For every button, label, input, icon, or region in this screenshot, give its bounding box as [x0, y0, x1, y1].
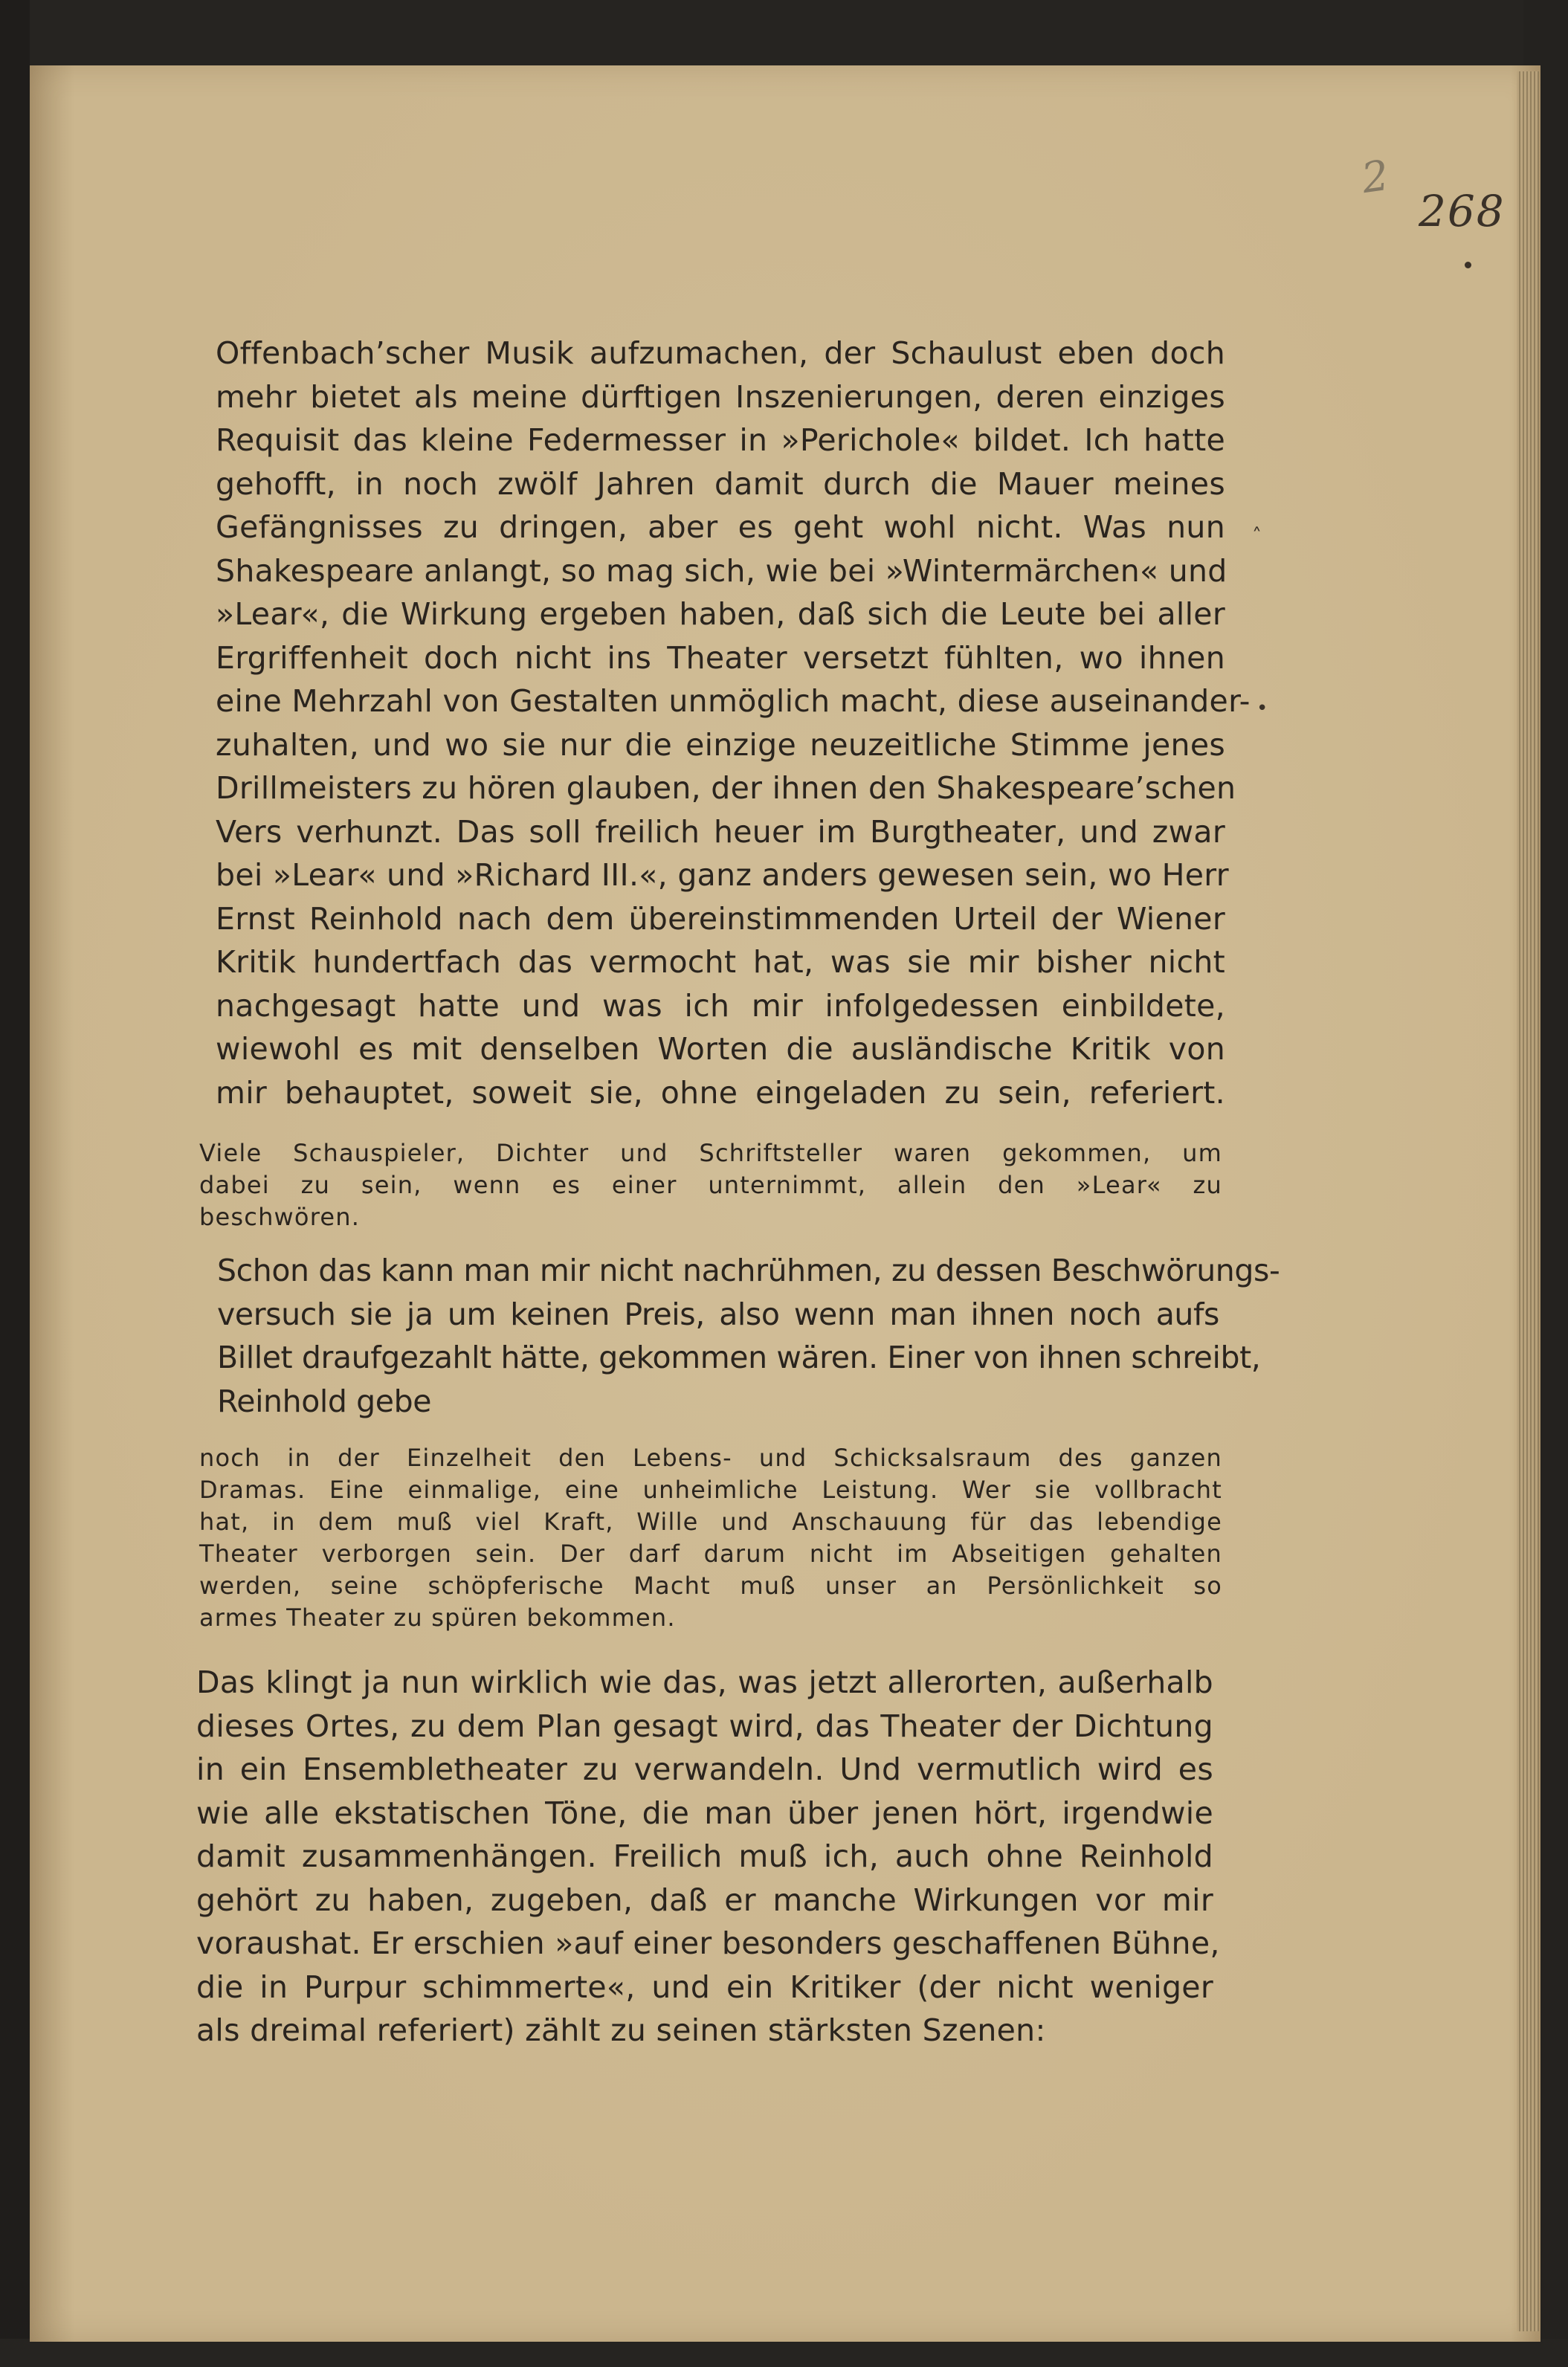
- text-line: zuhalten, und wo sie nur die einzige neuzeitliche Stimme jenes: [216, 726, 1225, 763]
- quote-line: dabei zu sein, wenn es einer unternimmt, allein den »Lear« zu: [199, 1171, 1222, 1199]
- text-line: die in Purpur schimmerte«, und ein Kritiker (der nicht weniger: [196, 1969, 1213, 2005]
- text-line: Gefängnisses zu dringen, aber es geht wohl nicht. Was nun: [216, 509, 1225, 545]
- quote-line: hat, in dem muß viel Kraft, Wille und Anschauung für das lebendige: [199, 1508, 1222, 1536]
- scan-background-bottom: [0, 2339, 1568, 2367]
- text-line: Billet draufgezahlt hätte, gekommen wären. Einer von ihnen schreibt,: [217, 1340, 1261, 1375]
- quote-line: Theater verborgen sein. Der darf darum nicht im Abseitigen gehalten: [199, 1540, 1222, 1568]
- text-line: Schon das kann man mir nicht nachrühmen, zu dessen Beschwörungs-: [217, 1253, 1280, 1288]
- text-line: Requisit das kleine Federmesser in »Perichole« bildet. Ich hatte: [216, 422, 1225, 458]
- text-line: als dreimal referiert) zählt zu seinen stärksten Szenen:: [196, 2012, 1046, 2048]
- text-line: versuch sie ja um keinen Preis, also wenn man ihnen noch aufs: [217, 1296, 1219, 1332]
- ink-dot: [1465, 262, 1471, 268]
- text-line: gehört zu haben, zugeben, daß er manche Wirkungen vor mir: [196, 1882, 1213, 1918]
- quote-line: werden, seine schöpferische Macht muß unser an Persönlichkeit so: [199, 1572, 1222, 1600]
- quote-line: Viele Schauspieler, Dichter und Schriftsteller waren gekommen, um: [199, 1139, 1222, 1167]
- text-line: Ergriffenheit doch nicht ins Theater versetzt fühlten, wo ihnen: [216, 639, 1225, 676]
- quote-line: Dramas. Eine einmalige, eine unheimliche Leistung. Wer sie vollbracht: [199, 1476, 1222, 1504]
- scan-background-top: [0, 0, 1568, 68]
- text-line: mehr bietet als meine dürftigen Inszenierungen, deren einziges: [216, 378, 1225, 415]
- pencil-mark: 2: [1358, 151, 1392, 204]
- paragraph-1: [216, 332, 1251, 1114]
- text-line: Kritik hundertfach das vermocht hat, was sie mir bisher nicht: [216, 944, 1225, 980]
- block-quote-1: [199, 1137, 1222, 1233]
- paragraph-2: [217, 1249, 1280, 1423]
- scan-background-left: [0, 0, 30, 2367]
- text-line: nachgesagt hatte und was ich mir infolgedessen einbildete,: [216, 987, 1225, 1024]
- text-line: Drillmeisters zu hören glauben, der ihnen den Shakespeare’schen: [216, 770, 1236, 806]
- text-line: wie alle ekstatischen Töne, die man über jenen hört, irgendwie: [196, 1795, 1213, 1831]
- text-line: in ein Ensembletheater zu verwandeln. Und vermutlich wird es: [196, 1751, 1213, 1787]
- text-line: wiewohl es mit denselben Worten die ausländische Kritik von: [216, 1031, 1225, 1067]
- block-quote-2: [199, 1442, 1222, 1634]
- text-line: damit zusammenhängen. Freilich muß ich, auch ohne Reinhold: [196, 1838, 1213, 1874]
- text-line: bei »Lear« und »Richard III.«, ganz anders gewesen sein, wo Herr: [216, 857, 1229, 893]
- text-line: Offenbach’scher Musik aufzumachen, der Schaulust eben doch: [216, 335, 1225, 371]
- text-line: gehofft, in noch zwölf Jahren damit durch die Mauer meines: [216, 465, 1225, 502]
- text-line: Shakespeare anlangt, so mag sich, wie bei »Wintermärchen« und: [216, 552, 1227, 589]
- text-line: mir behauptet, soweit sie, ohne eingeladen zu sein, referiert.: [216, 1074, 1225, 1111]
- quote-line: noch in der Einzelheit den Lebens- und Schicksalsraum des ganzen: [199, 1444, 1222, 1472]
- text-line: voraushat. Er erschien »auf einer besonders geschaffenen Bühne,: [196, 1925, 1220, 1961]
- quote-line: armes Theater zu spüren bekommen.: [199, 1604, 676, 1632]
- quote-line: beschwören.: [199, 1203, 361, 1231]
- paragraph-3: [196, 1661, 1220, 2053]
- text-line: Vers verhunzt. Das soll freilich heuer im Burgtheater, und zwar: [216, 813, 1225, 850]
- text-line: Ernst Reinhold nach dem übereinstimmenden Urteil der Wiener: [216, 900, 1225, 937]
- text-line: dieses Ortes, zu dem Plan gesagt wird, das Theater der Dichtung: [196, 1708, 1213, 1744]
- text-line: Das klingt ja nun wirklich wie das, was jetzt allerorten, außerhalb: [196, 1664, 1213, 1700]
- page-number: 268: [1419, 186, 1506, 236]
- text-line: »Lear«, die Wirkung ergeben haben, daß sich die Leute bei aller: [216, 596, 1225, 632]
- text-line: eine Mehrzahl von Gestalten unmöglich macht, diese auseinander-: [216, 683, 1251, 719]
- margin-dot-icon: •: [1256, 697, 1268, 720]
- page-edges: [1517, 71, 1539, 2331]
- margin-tick-icon: ˄: [1252, 525, 1262, 547]
- text-line: Reinhold gebe: [217, 1383, 432, 1419]
